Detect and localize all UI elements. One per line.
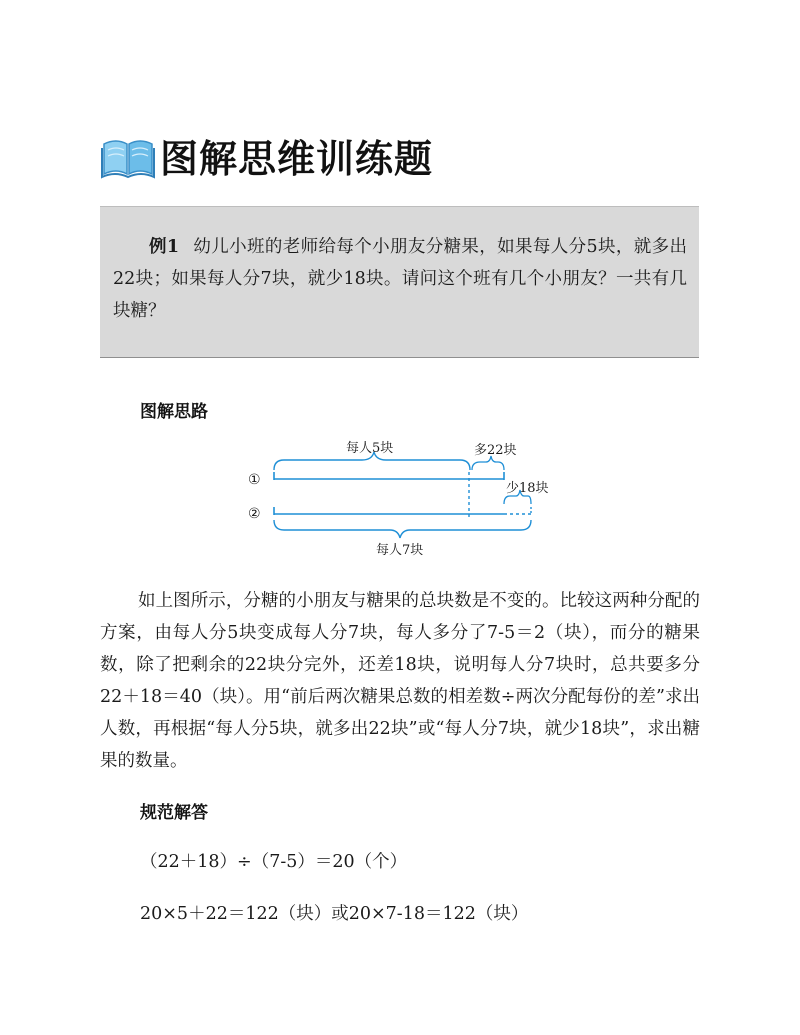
open-book-icon [100,130,156,180]
bar-diagram [240,432,560,562]
marker-1: ① [248,472,261,488]
brace-each7 [274,520,531,538]
solution-line-1: （22＋18）÷（7-5）＝20（个） [140,852,408,872]
diagram-heading: 图解思路 [140,402,208,422]
marker-2: ② [248,506,261,522]
label-each7: 每人7块 [376,543,424,558]
brace-extra22 [472,456,504,470]
label-extra22: 多22块 [474,443,517,458]
page-title-row [100,125,433,185]
example-text: 幼儿小班的老师给每个小朋友分糖果，如果每人分5块，就多出22块；如果每人分7块，就少18块。请问这个班有几个小朋友？一共有几块糖？ [113,237,687,321]
analysis-paragraph: 如上图所示，分糖的小朋友与糖果的总块数是不变的。比较这两种分配的方案，由每人分5块变成每人分7块，每人多分了7-5＝2（块），而分的糖果数，除了把剩余的22块分完外，还差18块，说明每人分7块时，总共要多分22＋18＝40（块）。用“前后两次糖果总数的相差数÷两次分配每份的差”求出人数，再根据“每人分5块，就多出22块”或“每人分7块，就少18块”，求出糖果的数量。 [100,591,700,771]
example-label: 例1 [149,237,180,257]
page-title: 图解思维训练题 [160,136,434,181]
example-box [100,206,699,358]
solution-heading: 规范解答 [140,803,208,823]
label-each5: 每人5块 [346,441,394,456]
solution-line-2: 20×5＋22＝122（块）或20×7-18＝122（块） [140,904,529,924]
label-short18: 少18块 [506,481,549,496]
